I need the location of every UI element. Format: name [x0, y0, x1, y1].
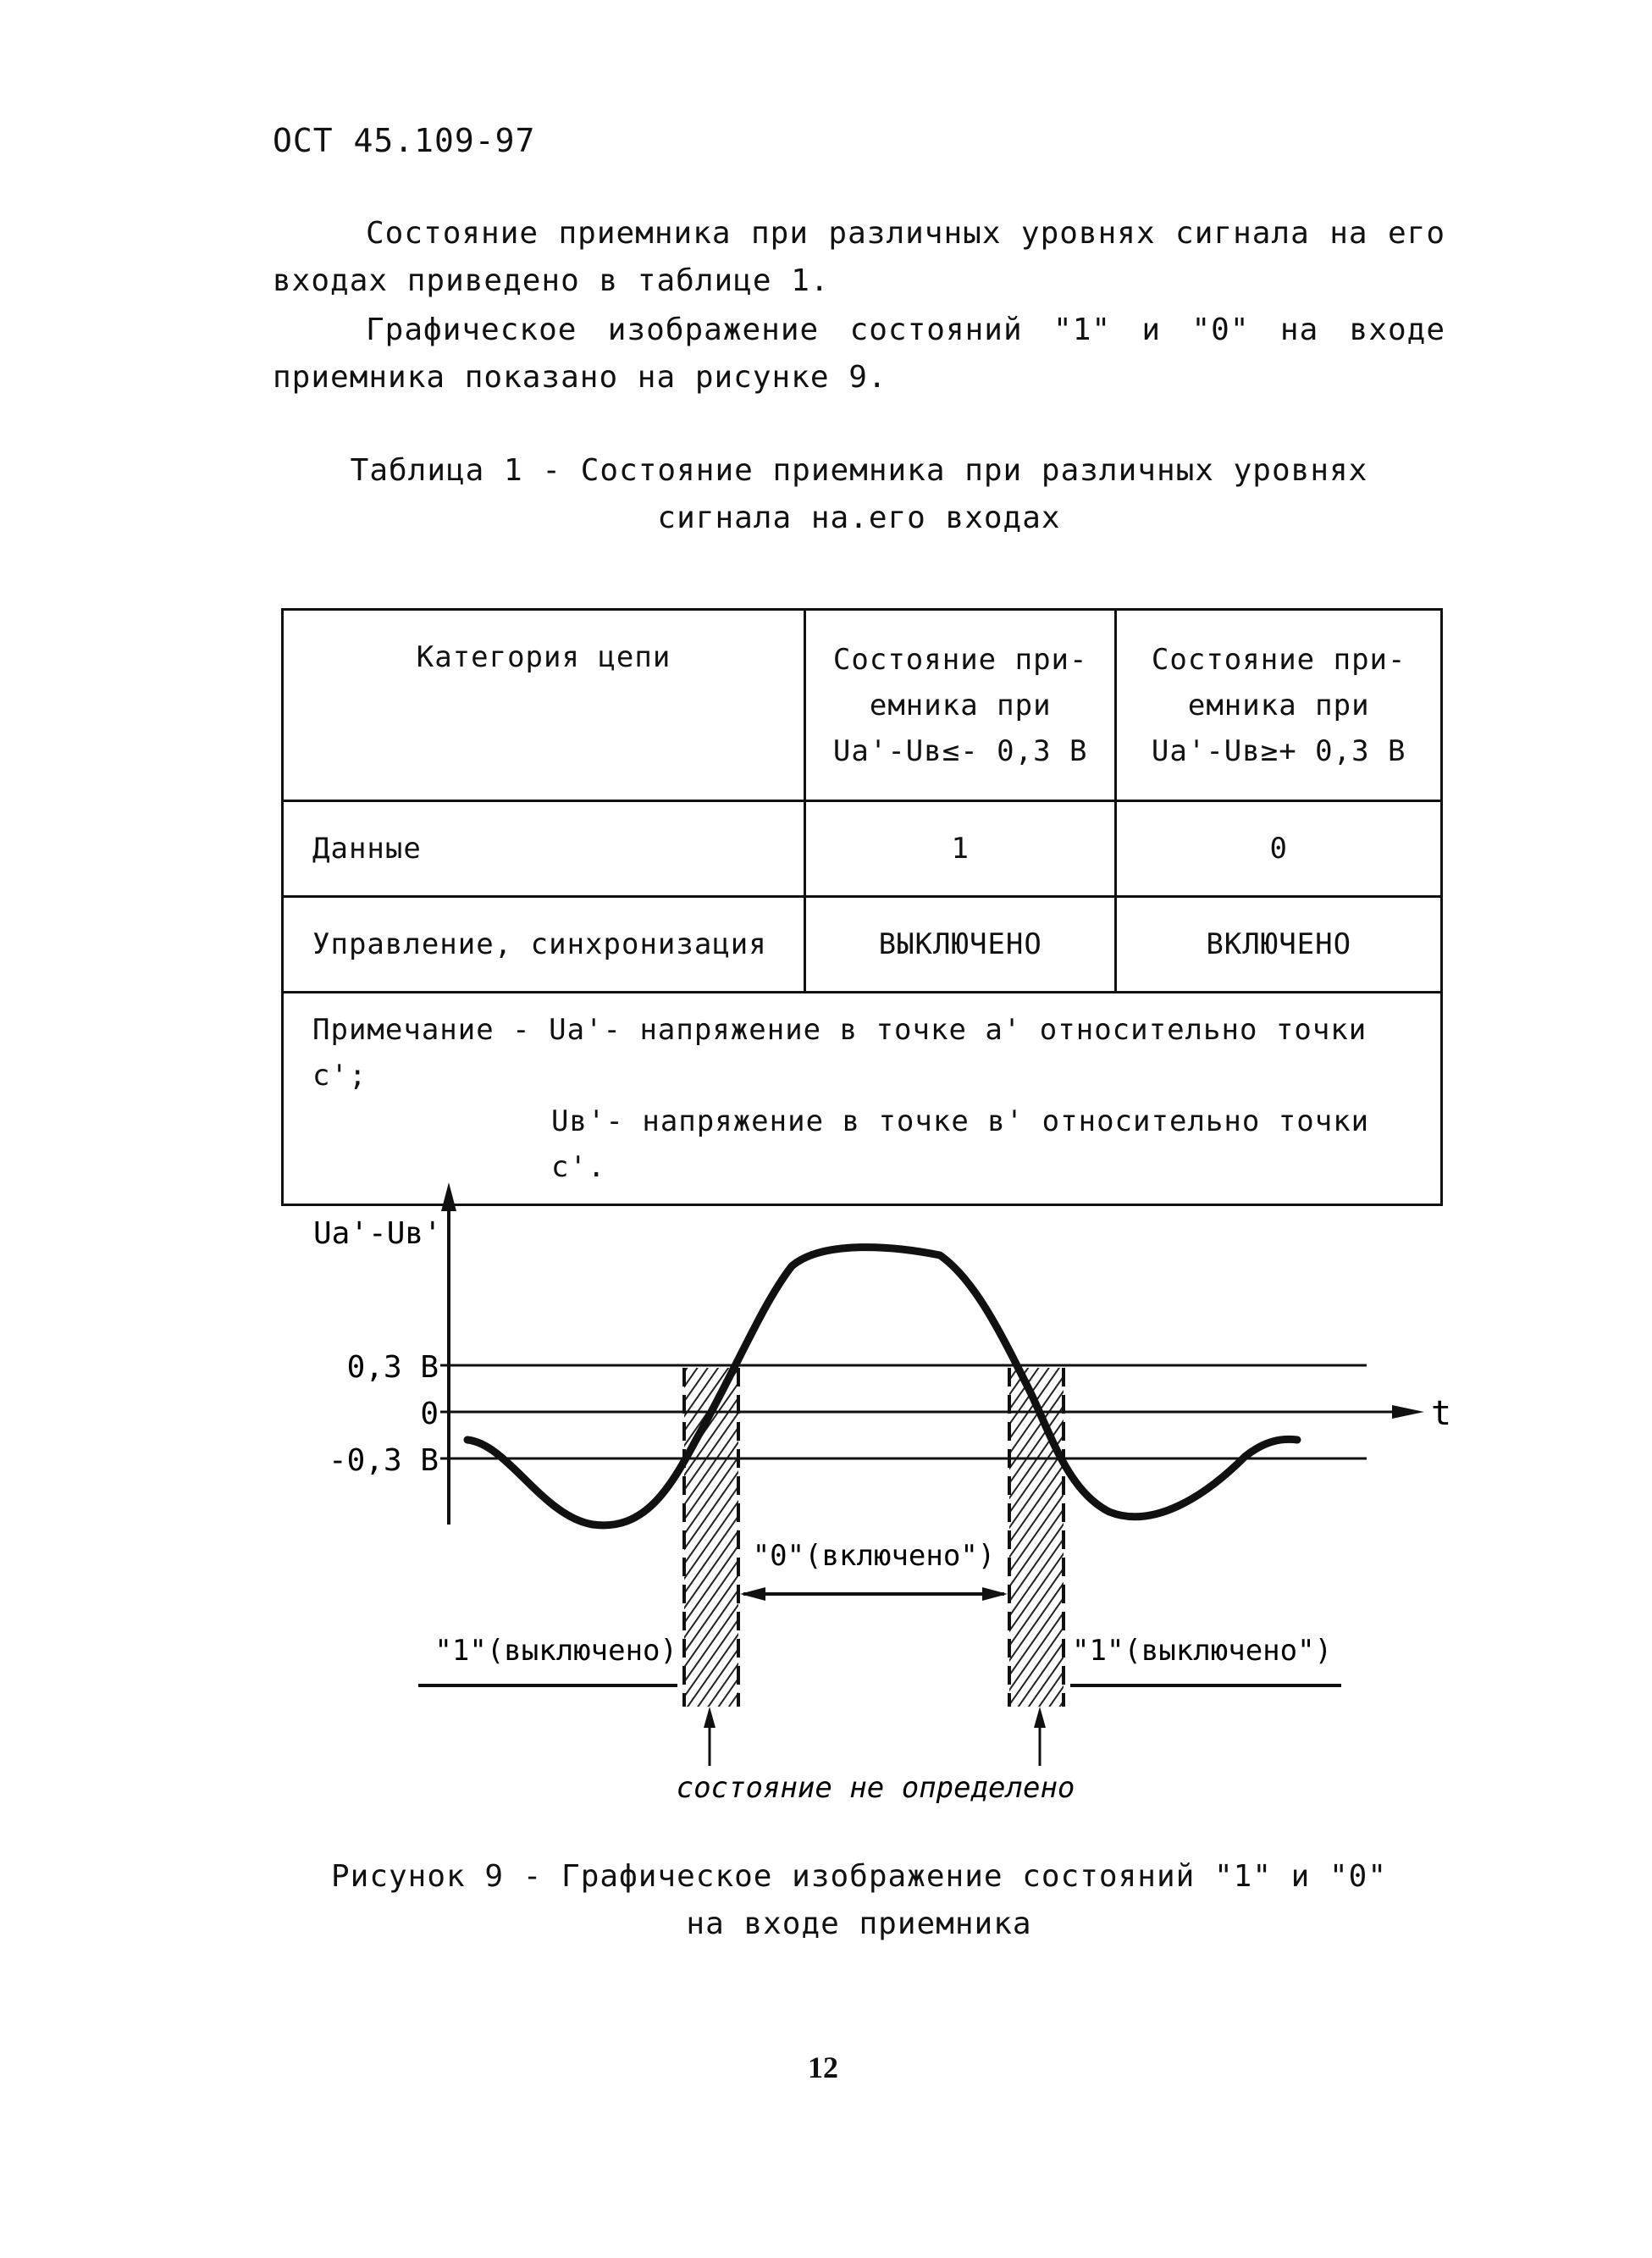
zero-on-label: "0"(включено") [752, 1539, 996, 1573]
document-header: ОСТ 45.109-97 [273, 122, 536, 159]
undefined-state-label: состояние не определено [676, 1771, 1075, 1805]
level-low-label: -0,3 В [328, 1443, 439, 1478]
figure-caption-line1: Рисунок 9 - Графическое изображение состояний "1" и "0" [330, 1859, 1388, 1894]
signal-waveform [467, 1248, 1297, 1525]
x-axis-arrow-icon [1392, 1405, 1424, 1419]
row-data-category: Данные [283, 801, 805, 897]
header-state-positive-line3: Ua'-Uв≥+ 0,3 В [1151, 733, 1406, 768]
row-data-negative: 1 [805, 801, 1116, 897]
table-caption-line2: сигнала на.его входах [657, 501, 1061, 535]
y-axis-arrow-icon [441, 1182, 456, 1211]
undefined-pointer-right-icon [1034, 1707, 1046, 1728]
one-off-right-label: "1"(выключено") [1072, 1634, 1333, 1668]
header-state-negative-line3: Ua'-Uв≤- 0,3 В [832, 733, 1088, 768]
on-interval-arrow-left-icon [740, 1587, 765, 1601]
figure-caption-line2: на входе приемника [686, 1907, 1032, 1941]
x-axis-label: t [1431, 1394, 1452, 1433]
page-number: 12 [808, 2050, 838, 2084]
undefined-pointer-left-icon [704, 1707, 715, 1728]
level-zero-label: 0 [420, 1397, 439, 1431]
row-control-negative: ВЫКЛЮЧЕНО [805, 897, 1116, 993]
one-off-left-label: "1"(выключено) [434, 1634, 677, 1668]
row-data-positive: 0 [1116, 801, 1442, 897]
header-state-positive-line2: емника при [1187, 688, 1370, 722]
table-caption-line1: Таблица 1 - Состояние приемника при различных уровнях [350, 453, 1368, 488]
undefined-zone-right [1009, 1368, 1064, 1707]
table-note-line1: Примечание - Ua'- напряжение в точке а' относительно точки с'; [312, 1013, 1367, 1093]
row-control-category: Управление, синхронизация [283, 897, 805, 993]
table-note-line2: Uв'- напряжение в точке в' относительно точки с'. [551, 1104, 1370, 1184]
y-axis-label: Ua'-Uв' [313, 1216, 442, 1251]
header-category: Категория цепи [283, 610, 805, 801]
paragraph-table-reference: Состояние приемника при различных уровнях сигнала на его входах приведено в таблице 1. [273, 216, 1445, 298]
header-state-negative-line2: емника при [869, 688, 1052, 722]
figure-caption [273, 1853, 1445, 1948]
on-interval-arrow-right-icon [982, 1587, 1008, 1601]
row-control-positive: ВКЛЮЧЕНО [1116, 897, 1442, 993]
header-state-negative-line1: Состояние при- [832, 642, 1088, 677]
header-state-positive-line1: Состояние при- [1151, 642, 1406, 677]
level-high-label: 0,3 В [346, 1350, 439, 1385]
paragraph-figure-reference: Графическое изображение состояний "1" и "0" на входе приемника показано на рисунке 9. [273, 313, 1445, 395]
